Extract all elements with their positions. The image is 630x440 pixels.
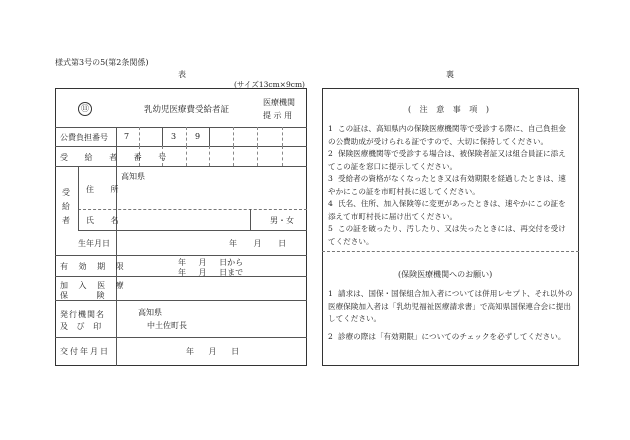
back-label: 裏	[446, 70, 454, 79]
institution-label-1: 医療機関	[263, 98, 295, 107]
recipient-group-label: 受給者	[62, 188, 70, 225]
address-value: 高知県	[121, 172, 145, 181]
payer-digit-3: 3	[171, 132, 177, 141]
birth-date-value: 年 月 日	[229, 239, 287, 248]
request-2: 2 診療の際は「有効期限」についてのチェックを必ずしてください。	[328, 332, 566, 341]
request-title: (保険医療機関へのお願い)	[398, 270, 493, 279]
insurance-label-2: 保 険	[60, 291, 105, 300]
note-3: 3 受給者の資格がなくなったとき又は有効期限を経過したときは、速やかにこの証を市町村長に返してください。	[328, 174, 566, 196]
validity-label: 有 効 期 限	[60, 262, 128, 271]
request-1: 1 請求は、国保・国保組合加入者については併用レセプト、それ以外の医療保険加入者は「乳幼児福祉医療請求書」で高知県国保連合会に提出してください。	[328, 289, 573, 323]
card-title: 乳幼児医療費受給者証	[144, 105, 230, 115]
seal-mark: ⑪	[78, 102, 92, 116]
issue-date-value: 年 月 日	[186, 347, 240, 356]
issuer-label-1: 発行機関名	[60, 310, 105, 319]
issuer-label-2: 及 び 印	[60, 322, 102, 331]
issuer-value-2: 中土佐町長	[147, 321, 187, 330]
note-1: 1 この証は、高知県内の保険医療機関等で受診する際に、自己負担金の公費助成が受けられる証ですので、大切に保持してください。	[328, 124, 566, 146]
institution-label-2: 提 示 用	[263, 111, 293, 120]
name-label: 氏 名	[86, 216, 126, 225]
validity-from: 年 月 日から	[178, 258, 244, 267]
form-number: 様式第3号の5(第2条関係)	[55, 58, 149, 67]
back-divider	[322, 251, 579, 252]
payer-digit-4: 9	[195, 132, 201, 141]
note-4: 4 氏名、住所、加入保険等に変更があったときは、速やかにこの証を添えて市町村長に届け出てください。	[328, 199, 566, 221]
issuer-value-1: 高知県	[138, 308, 162, 317]
insurance-label-1: 加 入 医 療	[60, 281, 128, 290]
address-label: 住 所	[86, 185, 126, 194]
validity-to: 年 月 日まで	[178, 268, 244, 277]
payer-digit-1: 7	[124, 132, 130, 141]
front-label: 表	[178, 70, 186, 79]
birth-date-label: 生年月日	[78, 239, 110, 248]
note-5: 5 この証を破ったり、汚したり、又は失ったときには、再交付を受けてください。	[328, 224, 566, 246]
payer-label: 公費負担番号	[60, 133, 108, 142]
notes-title: ( 注 意 事 項 )	[408, 105, 492, 114]
recipient-number-label: 受 給 者 番 号	[60, 153, 174, 162]
size-note: (サイズ13cm×9cm)	[234, 80, 305, 89]
note-2: 2 保険医療機関等で受診する場合は、被保険者証又は組合員証に添えてこの証を窓口に提示してください。	[328, 149, 566, 171]
gender-value: 男・女	[270, 216, 294, 225]
issue-date-label: 交付年月日	[60, 347, 110, 356]
